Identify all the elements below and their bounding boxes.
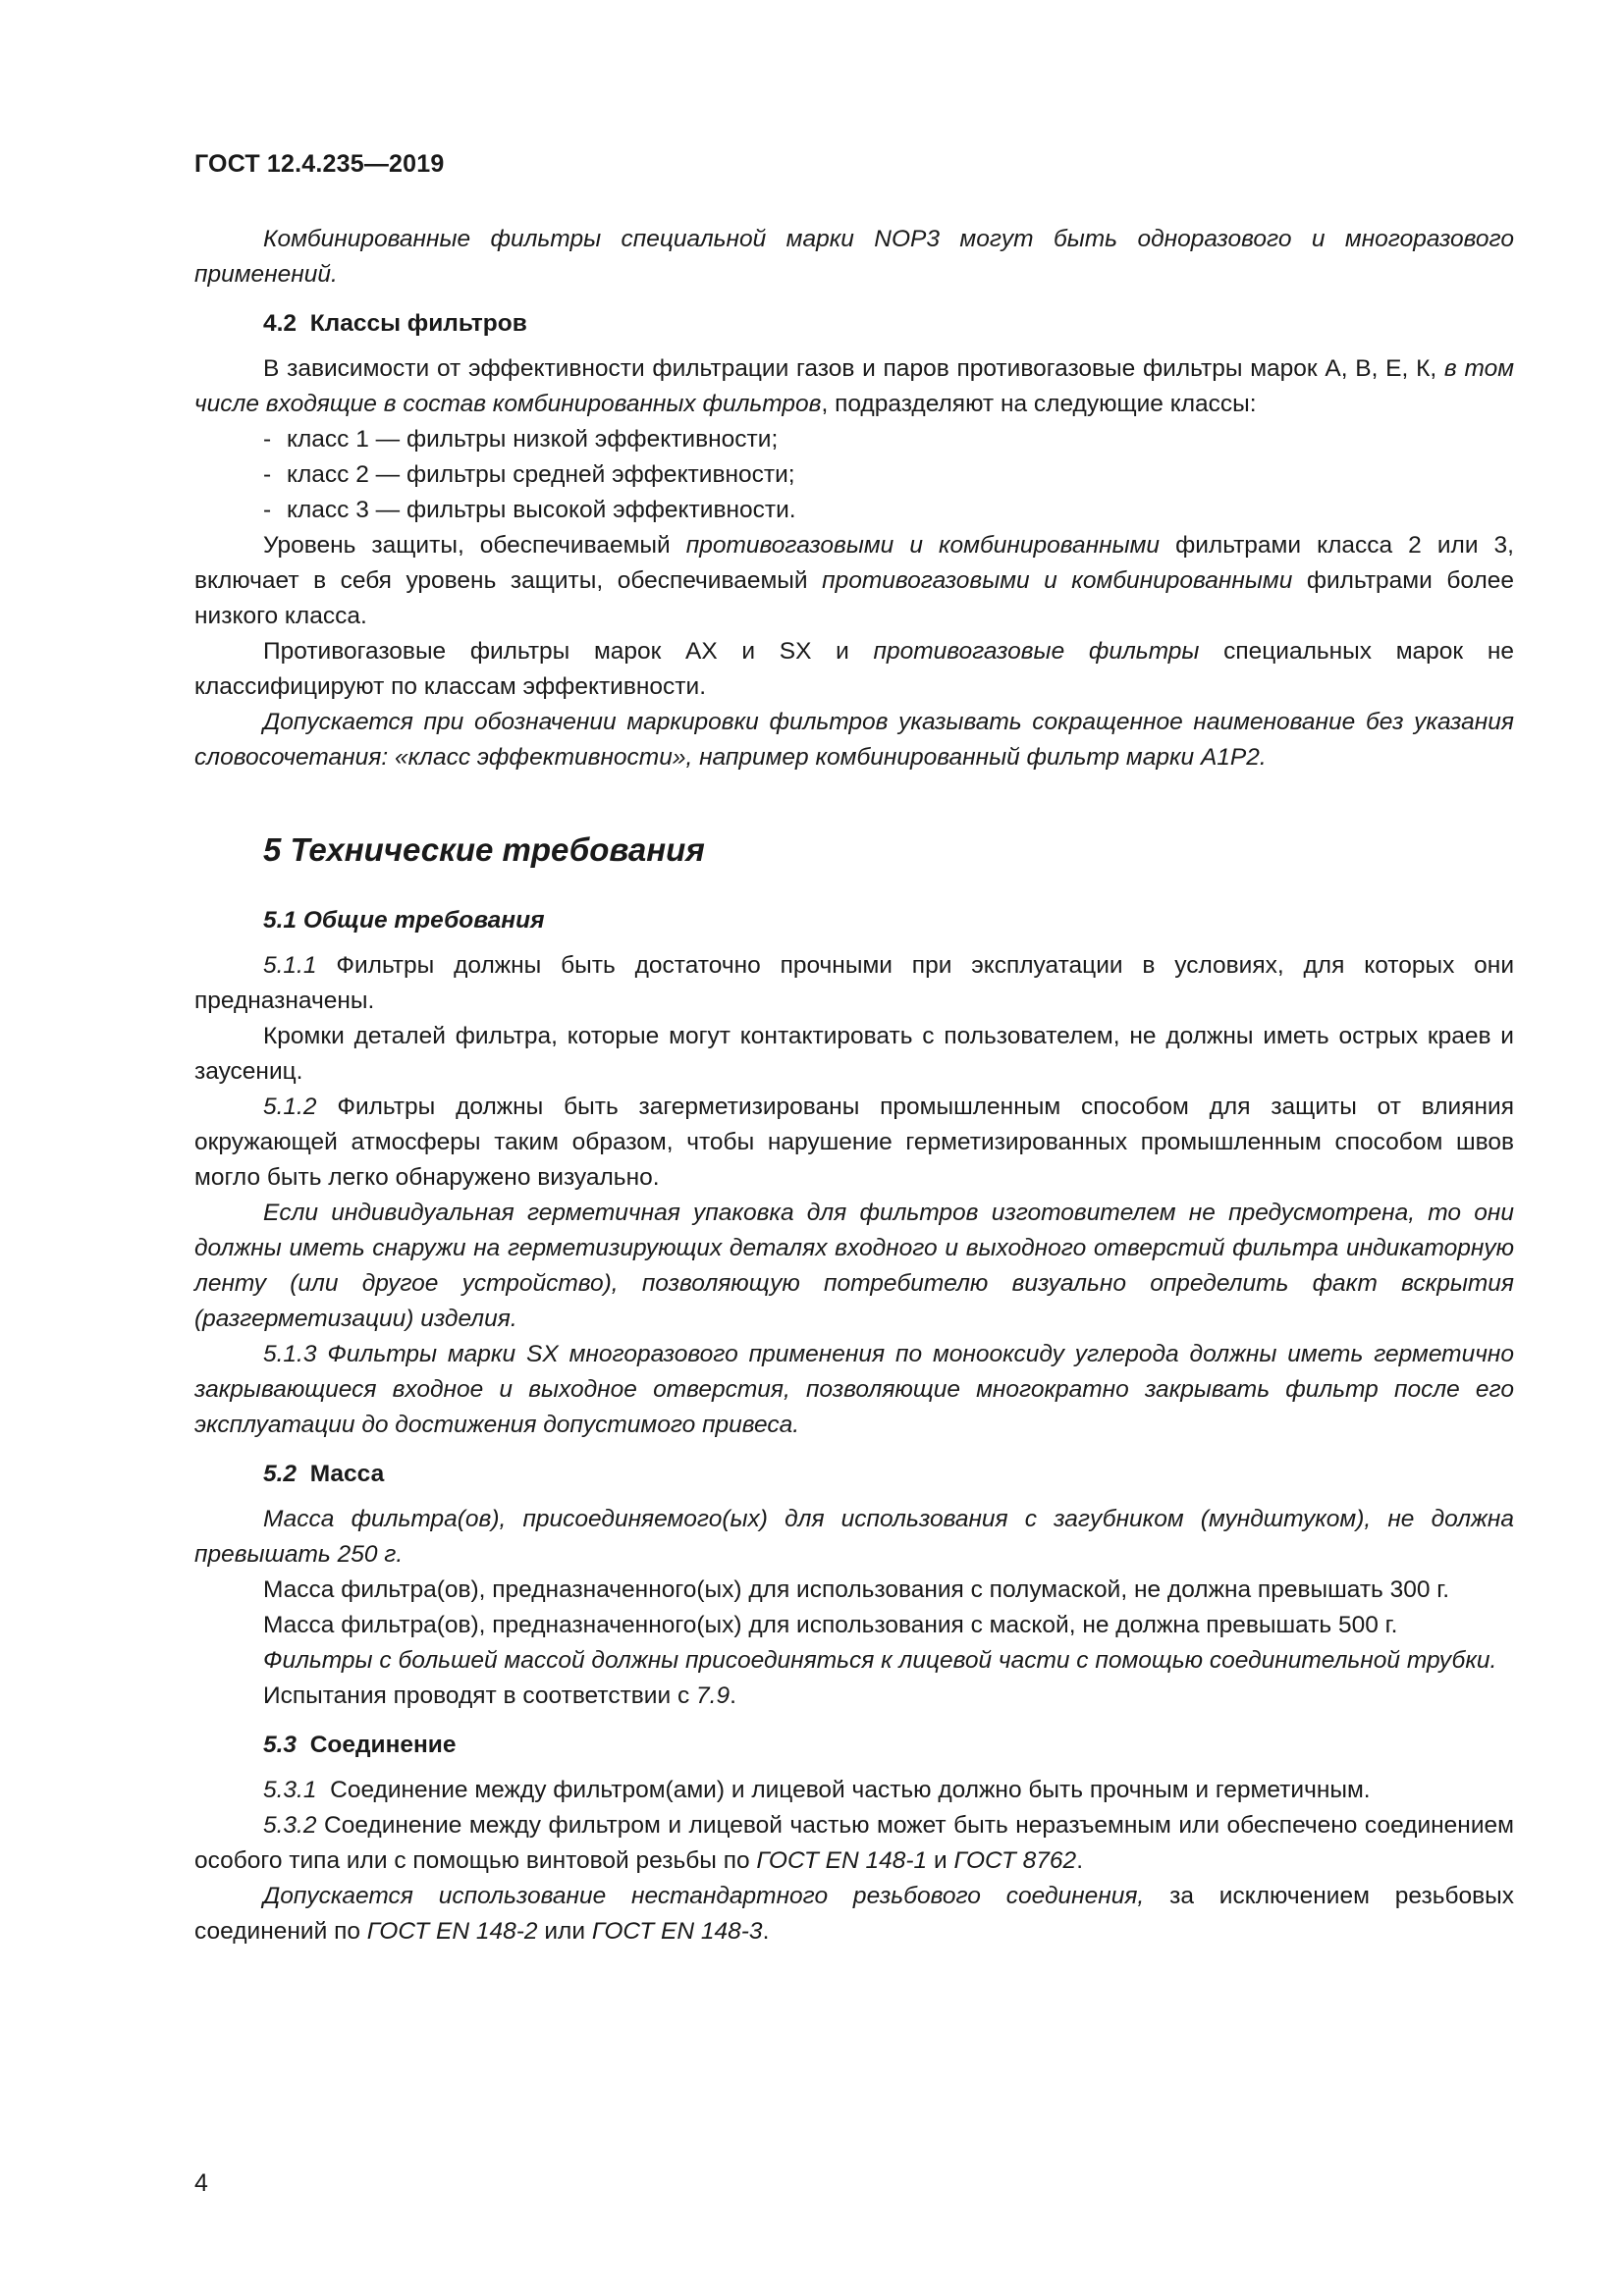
section-5-3-title: 5.3 Соединение [263, 1732, 457, 1758]
paragraph-5-2-mask: Масса фильтра(ов), предназначенного(ых) для использования с маской, не должна превышать 500 г. [263, 1612, 1398, 1638]
paragraph-5-3-nonstandard: Допускается использование нестандартного резьбового соединения, за исключением резьбовых соединений по ГОСТ EN 148-2 или ГОСТ EN 148-3. [194, 1883, 1515, 1945]
section-4-2-title: 4.2 Классы фильтров [263, 310, 527, 337]
document-body [194, 222, 1514, 1949]
section-5-2-title: 5.2 Масса [263, 1461, 385, 1487]
paragraph-5-2-mouthpiece: Масса фильтра(ов), присоединяемого(ых) для использования с загубником (мундштуком), не должна превышать 250 г. [194, 1506, 1514, 1568]
section-5-1-title: 5.1 Общие требования [263, 907, 545, 934]
paragraph-5-1-1-edges: Кромки деталей фильтра, которые могут контактировать с пользователем, не должны иметь острых краев и заусениц. [194, 1023, 1514, 1085]
paragraph-5-2-tests: Испытания проводят в соответствии с 7.9. [263, 1682, 736, 1709]
page-number: 4 [194, 2169, 208, 2197]
list-item: - класс 3 — фильтры высокой эффективности. [263, 497, 796, 523]
paragraph-5-1-2: 5.1.2 Фильтры должны быть загерметизированы промышленным способом для защиты от влияния окружающей атмосферы таким образом, чтобы нарушение герметизированных промышленным способом швов могло быть легко обнаружено визуально. [194, 1094, 1514, 1191]
paragraph-5-2-half-mask: Масса фильтра(ов), предназначенного(ых) для использования с полумаской, не должна превышать 300 г. [263, 1576, 1450, 1603]
paragraph-5-1-1: 5.1.1 Фильтры должны быть достаточно прочными при эксплуатации в условиях, для которых они предназначены. [194, 952, 1515, 1014]
paragraph-5-1-3: 5.1.3 Фильтры марки SX многоразового применения по монооксиду углерода должны иметь герметично закрывающиеся входное и выходное отверстия, позволяющие многократно закрывать фильтр после его эксплуатации до достижения допустимого привеса. [194, 1341, 1514, 1438]
paragraph-5-1-2-packaging: Если индивидуальная герметичная упаковка для фильтров изготовителем не предусмотрена, то они должны иметь снаружи на герметизирующих деталях входного и выходного отверстий фильтра индикаторную ленту (или другое устройство), позволяющую потребителю визуально определить факт вскрытия (разгерметизации) изделия. [194, 1200, 1514, 1332]
paragraph-4-2-unclassified: Противогазовые фильтры марок АХ и SX и противогазовые фильтры специальных марок не классифицируют по классам эффективности. [194, 638, 1514, 700]
filter-class-list [194, 422, 1514, 528]
document-code: ГОСТ 12.4.235—2019 [194, 150, 445, 178]
section-5-title: 5 Технические требования [263, 831, 705, 868]
paragraph-combined-nop3: Комбинированные фильтры специальной марки NOP3 могут быть одноразового и многоразового применений. [194, 226, 1514, 288]
paragraph-5-2-heavy: Фильтры с большей массой должны присоединяться к лицевой части с помощью соединительной трубки. [263, 1647, 1497, 1674]
paragraph-5-3-1: 5.3.1 Соединение между фильтром(ами) и лицевой частью должно быть прочным и герметичным. [263, 1777, 1371, 1803]
list-item: - класс 2 — фильтры средней эффективности; [263, 461, 795, 488]
list-item: - класс 1 — фильтры низкой эффективности; [263, 426, 779, 453]
paragraph-4-2-abbreviation: Допускается при обозначении маркировки фильтров указывать сокращенное наименование без указания словосочетания: «класс эффективности», например комбинированный фильтр марки А1Р2. [194, 709, 1514, 771]
paragraph-5-3-2: 5.3.2 Соединение между фильтром и лицевой частью может быть неразъемным или обеспечено соединением особого типа или с помощью винтовой резьбы по ГОСТ EN 148-1 и ГОСТ 8762. [194, 1812, 1514, 1874]
paragraph-4-2-protection: Уровень защиты, обеспечиваемый противогазовыми и комбинированными фильтрами класса 2 или 3, включает в себя уровень защиты, обеспечиваемый противогазовыми и комбинированными фильтрами более низкого класса. [194, 532, 1515, 629]
paragraph-4-2-intro: В зависимости от эффективности фильтрации газов и паров противогазовые фильтры марок А, В, Е, К, в том числе входящие в состав комбинированных фильтров, подразделяют на следующие классы: [194, 355, 1514, 417]
